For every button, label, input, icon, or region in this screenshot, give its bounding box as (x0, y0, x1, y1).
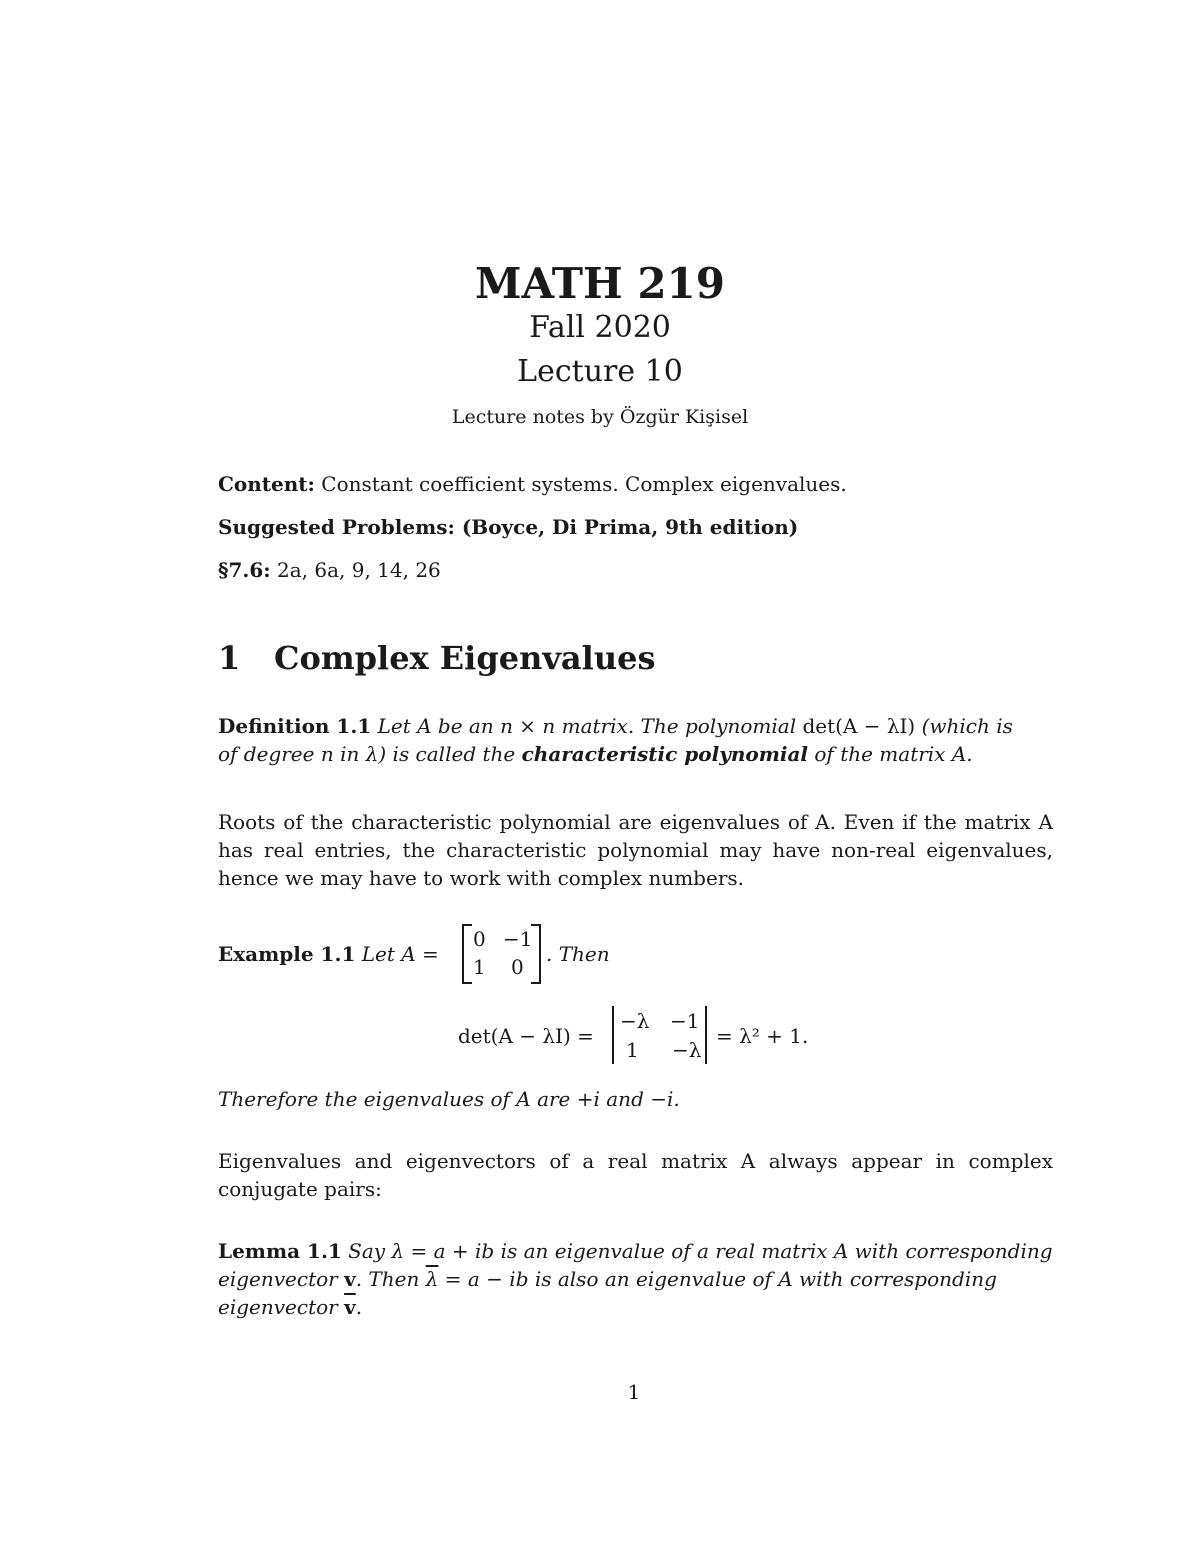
lemma-line-3 (218, 1293, 1053, 1321)
section-title: Complex Eigenvalues (274, 639, 656, 677)
lemma-label: Lemma 1.1 (218, 1239, 342, 1263)
definition-text-2a: of degree n in λ) is called the (218, 742, 522, 766)
definition-1-1 (218, 712, 1053, 768)
lemma-1-1 (218, 1237, 1053, 1321)
content-line (218, 470, 1068, 498)
matrix-right-bracket (531, 924, 541, 984)
det-cell: 1 (626, 1038, 639, 1062)
lemma-line-1 (218, 1237, 1053, 1265)
lambda-bar: $\overline{\lambda}$ (425, 1267, 439, 1291)
problem-list (218, 556, 1068, 584)
det-rhs: = λ² + 1. (716, 1024, 809, 1048)
matrix-cell: 0 (511, 955, 524, 979)
content-text: Constant coefficient systems. Complex eigenvalues. (314, 472, 847, 496)
term: Fall 2020 (529, 310, 671, 345)
det-cell: −λ (620, 1009, 650, 1033)
example-conclusion: Therefore the eigenvalues of A are +i and −i. (218, 1087, 680, 1111)
det-lhs: det(A − λI) = (458, 1024, 594, 1048)
definition-line-1 (218, 712, 1053, 740)
det-cell: −1 (670, 1009, 700, 1033)
vector-v: v (344, 1267, 356, 1291)
lemma-text-2c: = a − ib is also an eigenvalue of A with corresponding (438, 1267, 997, 1291)
section-ref-text: 2a, 6a, 9, 14, 26 (270, 558, 441, 582)
lemma-text-1: Say λ = a + ib is an eigenvalue of a real matrix A with corresponding (341, 1239, 1053, 1263)
det-right-bar (705, 1006, 707, 1064)
lemma-text-3b: . (355, 1295, 363, 1319)
vector-v-bar: $\overline{v}$ (344, 1295, 356, 1319)
definition-text-1b: det(A − λI) (802, 714, 916, 738)
definition-text-1c: (which is (915, 714, 1013, 738)
definition-text-1a: Let A be an n × n matrix. The polynomial (371, 714, 803, 738)
section-heading (218, 636, 655, 680)
page-number: 1 (627, 1380, 641, 1404)
matrix-cell: −1 (503, 927, 533, 951)
document-title: MATH 219 (474, 259, 725, 308)
lemma-line-2 (218, 1265, 1053, 1293)
author-line: Lecture notes by Özgür Kişisel (451, 406, 749, 428)
example-let-text: Let A = (355, 942, 439, 966)
section-number: 1 (218, 639, 241, 677)
suggested-problems: Suggested Problems: (Boyce, Di Prima, 9th edition) (218, 515, 799, 539)
example-then: . Then (546, 942, 610, 966)
lemma-text-2a: eigenvector (218, 1267, 345, 1291)
paragraph-conjugate-pairs: Eigenvalues and eigenvectors of a real matrix A always appear in complex conjugate pairs: (218, 1149, 1053, 1201)
example-label-line (218, 940, 439, 968)
matrix-cell: 0 (473, 927, 486, 951)
definition-text-2c: of the matrix A. (808, 742, 973, 766)
paragraph-roots: Roots of the characteristic polynomial are eigenvalues of A. Even if the matrix A has real entries, the characteristic polynomial may have non-real eigenvalues, hence we may have to work with complex numbers. (218, 810, 1053, 890)
section-ref-label: §7.6: (218, 558, 271, 582)
det-cell: −λ (672, 1038, 702, 1062)
lemma-text-2b: . Then (355, 1267, 426, 1291)
matrix-left-bracket (462, 924, 472, 984)
lecture-number: Lecture 10 (517, 354, 683, 389)
definition-line-2 (218, 740, 1053, 768)
definition-term: characteristic polynomial (521, 742, 809, 766)
example-label: Example 1.1 (218, 942, 356, 966)
definition-label: Definition 1.1 (218, 714, 372, 738)
lemma-text-3a: eigenvector (218, 1295, 345, 1319)
content-label: Content: (218, 472, 315, 496)
det-left-bar (612, 1006, 614, 1064)
matrix-cell: 1 (473, 955, 486, 979)
